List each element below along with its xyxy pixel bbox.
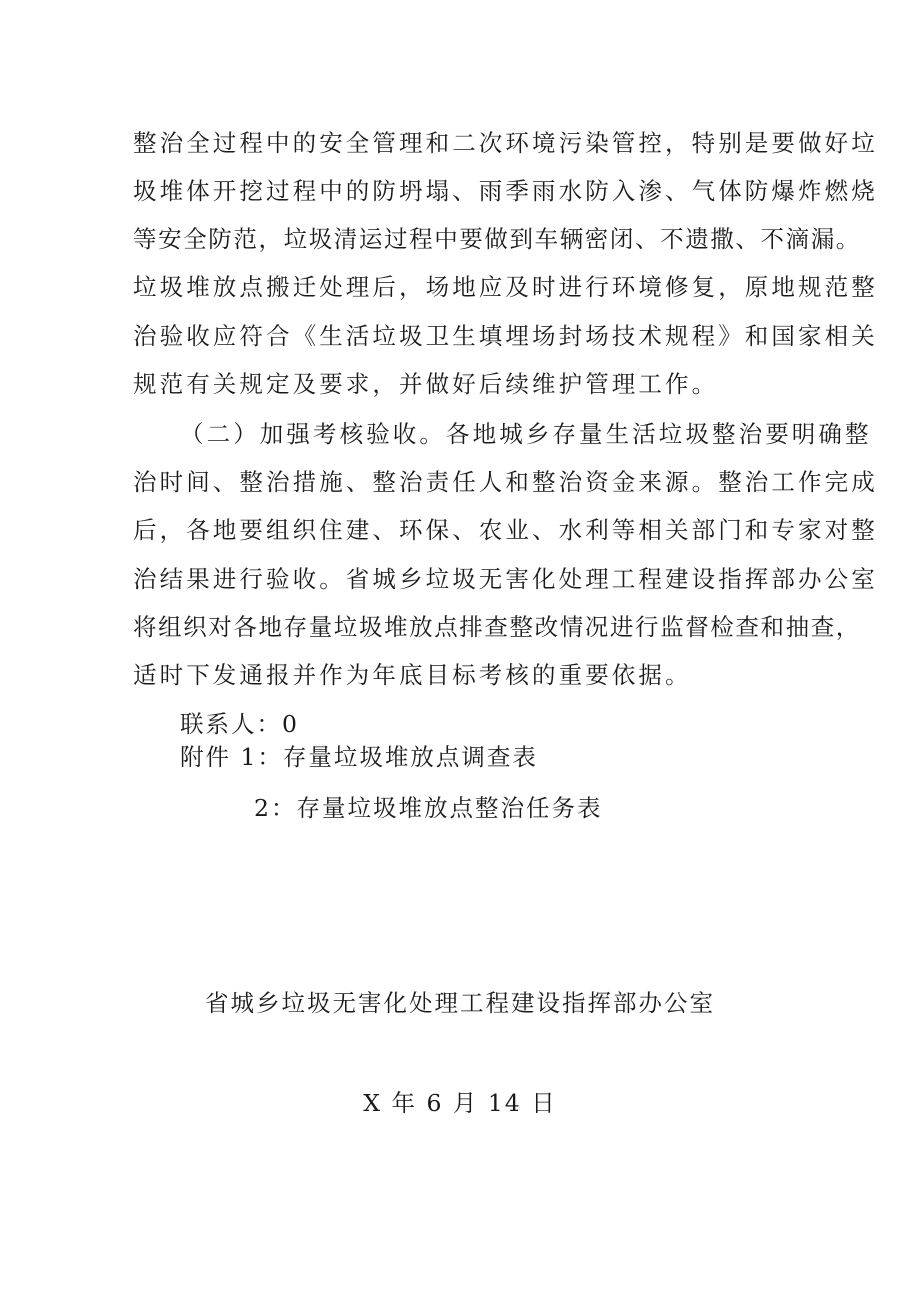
paragraph-line: 治验收应符合《生活垃圾卫生填埋场封场技术规程》和国家相关	[133, 322, 878, 350]
paragraph-line: 将组织对各地存量垃圾堆放点排查整改情况进行监督检查和抽查，	[133, 613, 861, 641]
paragraph-line: 等安全防范，垃圾清运过程中要做到车辆密闭、不遗撒、不滴漏。	[133, 225, 861, 253]
paragraph-line: 圾堆体开挖过程中的防坍塌、雨季雨水防入渗、气体防爆炸燃烧	[133, 177, 878, 205]
contact-label: 联系人：0	[180, 710, 299, 738]
paragraph-line: （二）加强考核验收。各地城乡存量生活垃圾整治要明确整	[180, 420, 872, 448]
attachment-item-2: 2：存量垃圾堆放点整治任务表	[254, 794, 603, 822]
paragraph-line: 治结果进行验收。省城乡垃圾无害化处理工程建设指挥部办公室	[133, 565, 878, 593]
attachment-item-1: 附件 1：存量垃圾堆放点调查表	[180, 743, 538, 771]
paragraph-line: 垃圾堆放点搬迁处理后，场地应及时进行环境修复，原地规范整	[133, 273, 878, 301]
signature-date: X 年 6 月 14 日	[363, 1089, 557, 1117]
paragraph-line: 后，各地要组织住建、环保、农业、水利等相关部门和专家对整	[133, 516, 878, 544]
signature-org: 省城乡垃圾无害化处理工程建设指挥部办公室	[205, 989, 715, 1017]
paragraph-line: 治时间、整治措施、整治责任人和整治资金来源。整治工作完成	[133, 468, 878, 496]
paragraph-line: 规范有关规定及要求，并做好后续维护管理工作。	[133, 370, 719, 398]
paragraph-line: 整治全过程中的安全管理和二次环境污染管控，特别是要做好垃	[133, 129, 878, 157]
paragraph-line: 适时下发通报并作为年底目标考核的重要依据。	[133, 661, 692, 689]
